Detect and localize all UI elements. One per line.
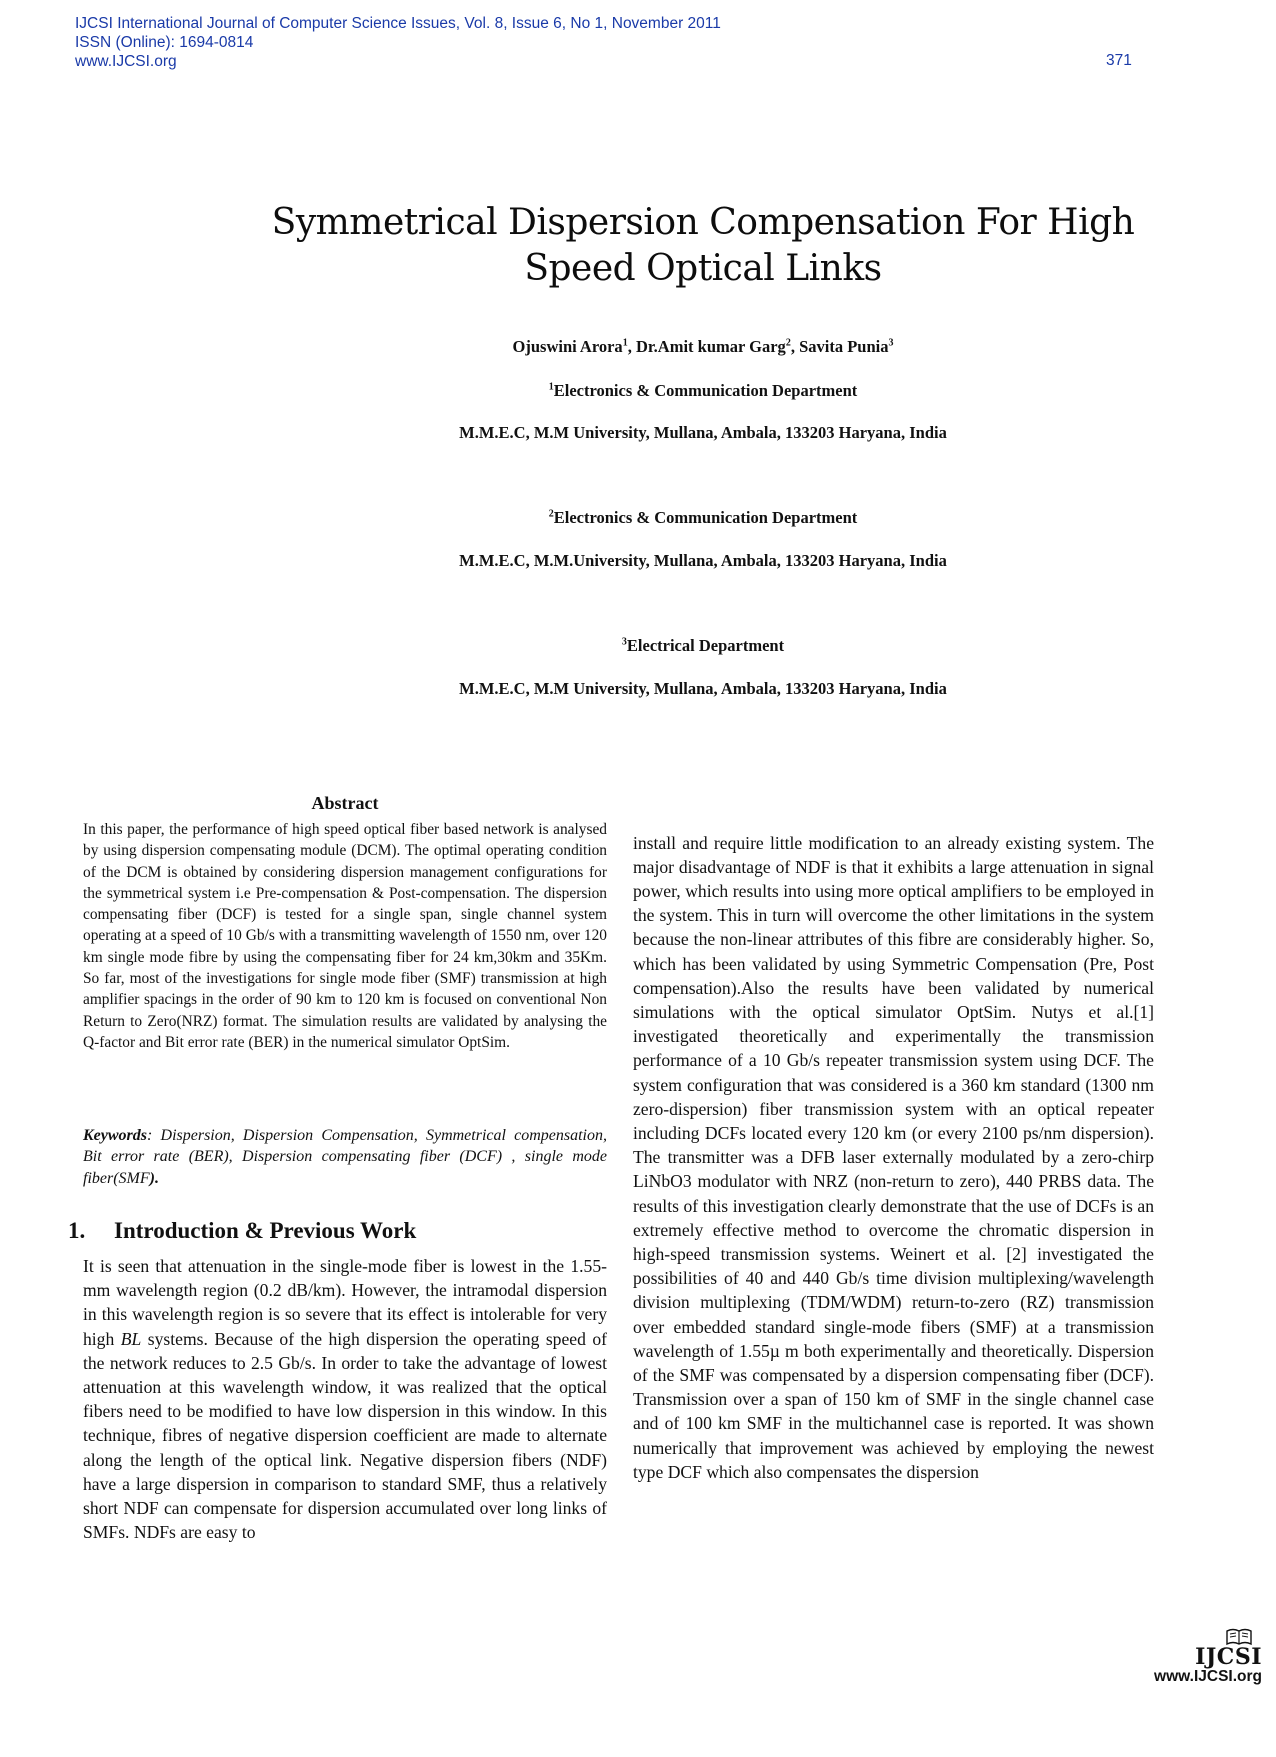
author-sup: 3 xyxy=(888,337,894,349)
author-name: Dr.Amit kumar Garg xyxy=(635,337,786,356)
affiliation-dept xyxy=(200,636,1206,656)
author-separator: , xyxy=(627,337,636,356)
keywords-label: Keywords xyxy=(83,1127,147,1144)
affiliation-dept xyxy=(200,508,1206,528)
paper-title xyxy=(200,200,1206,292)
logo-url[interactable]: www.IJCSI.org xyxy=(1154,1668,1262,1685)
section-number: 1. xyxy=(68,1218,86,1243)
abstract-text xyxy=(83,819,607,1053)
affiliation-sup: 1 xyxy=(548,381,554,393)
affiliation-dept-text: Electrical Department xyxy=(626,636,785,655)
section-title: Introduction & Previous Work xyxy=(114,1218,417,1243)
running-header xyxy=(75,14,721,71)
issn-line: ISSN (Online): 1694-0814 xyxy=(75,34,254,51)
author-list xyxy=(200,337,1206,357)
affiliation-inst: M.M.E.C, M.M University, Mullana, Ambala, 133203 Haryana, India xyxy=(459,423,947,442)
section-heading xyxy=(68,1218,416,1244)
keywords-text: Dispersion, Dispersion Compensation, Symmetrical compensation, Bit error rate (BER), Dispersion compensating fiber (DCF) , single mode fiber(SMF xyxy=(83,1127,608,1187)
author-sup: 1 xyxy=(622,337,628,349)
right-column-paragraph: install and require little modification to an already existing system. The major disadvantage of NDF is that it exhibits a large attenuation in signal power, which results into using more optical amplifiers to be employed in the system. This in turn will overcome the other limitations in the system because the non-linear attributes of this fibre are considerably higher. So, which has been validated by using Symmetric Compensation (Pre, Post compensation).Also the results have been validated by numerical simulations with the optical simulator OptSim. Nutys et al.[1] investigated theoretically and experimentally the transmission performance of a 10 Gb/s repeater transmission system using DCF. The system configuration that was considered is a 360 km standard (1300 nm zero-dispersion) fiber transmission system with an optical repeater including DCFs located every 120 km (or every 2100 ps/nm dispersion). The transmitter was a DFB laser externally modulated by a zero-chirp LiNbO3 modulator with NRZ (non-return to zero), 440 PRBS data. The results of this investigation clearly demonstrate that the use of DCFs is an extremely effective method to overcome the chromatic dispersion in high-speed transmission systems. Weinert et al. [2] investigated the possibilities of 40 and 440 Gb/s time division multiplexing/wavelength division multiplexing (TDM/WDM) return-to-zero (RZ) transmission over embedded standard single-mode fibers (SMF) at a transmission wavelength of 1.55µ m both experimentally and theoretically. Dispersion of the SMF was compensated by a dispersion compensating fiber (DCF). Transmission over a span of 150 km of SMF in the single channel case and of 100 km SMF in the multichannel case is reported. It was shown numerically that improvement was achieved by employing the newest type DCF which also compensates the dispersion xyxy=(633,832,1154,1482)
page-number: 371 xyxy=(1106,52,1132,69)
affiliation-dept-text: Electronics & Communication Department xyxy=(553,381,858,400)
affiliation-sup: 2 xyxy=(548,508,554,520)
affiliation-dept-text: Electronics & Communication Department xyxy=(553,508,858,527)
journal-line: IJCSI International Journal of Computer Science Issues, Vol. 8, Issue 6, No 1, November 2011 xyxy=(75,15,721,32)
intro-italic: BL xyxy=(120,1328,142,1349)
affiliation-dept xyxy=(200,381,1206,401)
abstract-paragraph: In this paper, the performance of high speed optical fiber based network is analysed by using dispersion compensating module (DCM). The optimal operating condition of the DCM is obtained by considering dispersion management configurations for the symmetrical system i.e Pre-compensation & Post-compensation. The dispersion compensating fiber (DCF) is tested for a single span, single channel system operating at a speed of 10 Gb/s with a transmitting wavelength of 1550 nm, over 120 km single mode fibre by using the compensating fiber for 24 km,30km and 35Km. So far, most of the investigations for single mode fiber (SMF) transmission at high amplifier spacings in the order of 90 km to 120 km is focused on conventional Non Return to Zero(NRZ) format. The simulation results are validated by analysing the Q-factor and Bit error rate (BER) in the numerical simulator OptSim. xyxy=(83,821,607,1051)
affiliation-inst: M.M.E.C, M.M.University, Mullana, Ambala, 133203 Haryana, India xyxy=(459,551,947,570)
author-sup: 2 xyxy=(785,337,791,349)
website-link[interactable]: www.IJCSI.org xyxy=(75,53,177,70)
journal-logo xyxy=(1132,1628,1262,1686)
intro-paragraph xyxy=(83,1254,607,1544)
logo-name: IJCSI xyxy=(1195,1644,1262,1670)
keywords-end: ). xyxy=(149,1169,159,1187)
affiliation-inst: M.M.E.C, M.M University, Mullana, Ambala, 133203 Haryana, India xyxy=(459,679,947,698)
title-line-2: Speed Optical Links xyxy=(524,248,882,289)
intro-text: It is seen that attenuation in the single-mode fiber is lowest in the 1.55- mm wavelength region (0.2 dB/km). However, the intramodal dispersion in this wavelength region is so severe that its effect is intolerable for very high xyxy=(83,1256,607,1349)
keywords-colon: : xyxy=(147,1127,161,1144)
author-name: Ojuswini Arora xyxy=(512,337,623,356)
title-line-1: Symmetrical Dispersion Compensation For High xyxy=(271,202,1135,243)
keywords xyxy=(83,1125,607,1189)
abstract-heading: Abstract xyxy=(311,793,379,813)
author-name: Savita Punia xyxy=(799,337,889,356)
affiliation-sup: 3 xyxy=(621,636,627,648)
intro-text: systems. Because of the high dispersion the operating speed of the network reduces to 2.5 Gb/s. In order to take the advantage of lowest attenuation at this wavelength window, it was realized that the optical fibers need to be modified to have low dispersion in this window. In this technique, fibres of negative dispersion coefficient are made to alternate along the length of the optical link. Negative dispersion fibers (NDF) have a large dispersion in comparison to standard SMF, thus a relatively short NDF can compensate for dispersion accumulated over long links of SMFs. NDFs are easy to xyxy=(83,1328,607,1543)
right-column-text xyxy=(633,813,1154,1502)
author-separator: , xyxy=(790,337,800,356)
